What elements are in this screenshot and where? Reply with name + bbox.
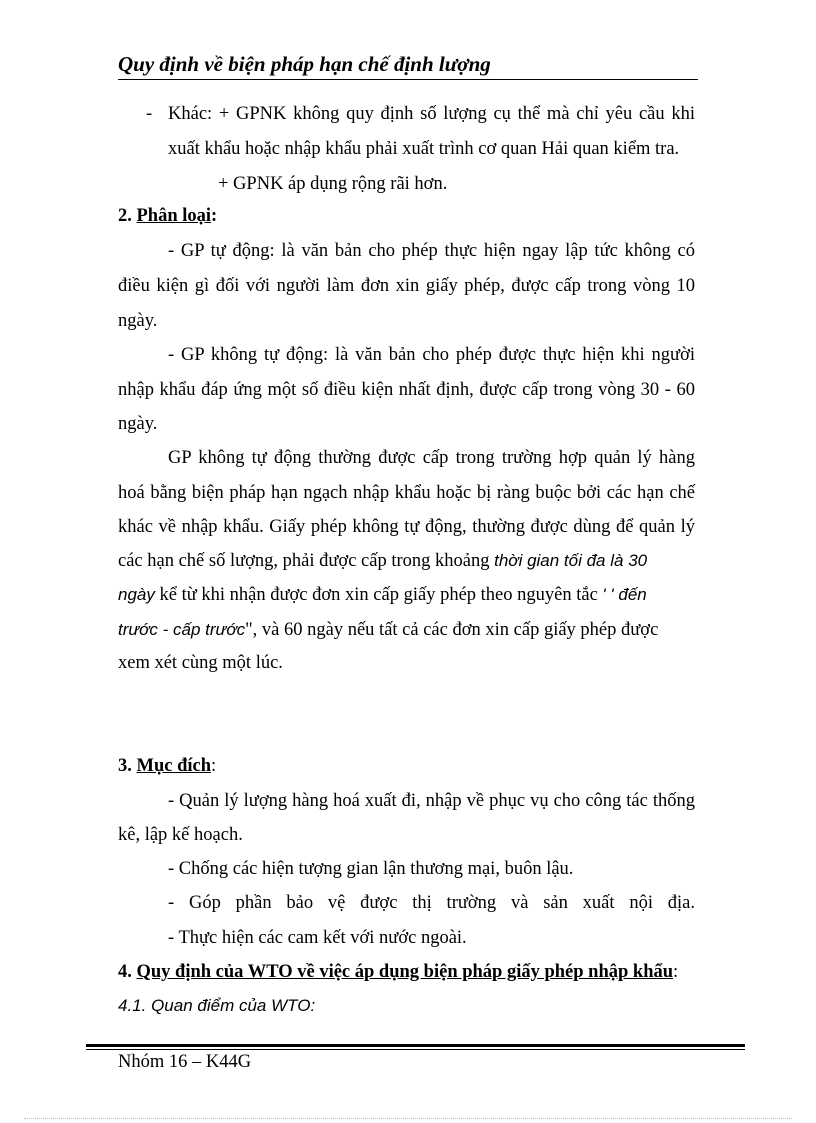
page-bottom-edge [24,1118,792,1119]
italic-phrase: ' ' đến [602,585,647,604]
body-text: kể từ khi nhận được đơn xin cấp giấy phép theo nguyên tắc [154,585,603,605]
body-line: xuất khẩu hoặc nhập khẩu phải xuất trình cơ quan Hải quan kiểm tra. [168,139,680,159]
section-colon: : [211,756,217,776]
header-rule [118,79,698,80]
footer-rule [86,1044,745,1047]
list-item: - Góp phần bảo vệ được thị trường và sản xuất nội địa. [168,893,695,913]
page-header-title: Quy định về biện pháp hạn chế định lượng [118,52,491,76]
body-line: nhập khẩu đáp ứng một số điều kiện nhất định, được cấp trong vòng 30 - 60 [118,380,695,400]
body-line: ngày. [118,311,158,331]
subsection-colon: : [310,996,316,1015]
body-line: xem xét cùng một lúc. [118,653,283,673]
list-item: - Chống các hiện tượng gian lận thương mại, buôn lậu. [168,859,574,879]
section-heading-wto-rules [118,962,678,983]
section-number: 3. [118,756,137,776]
bullet-dash: - [146,104,153,124]
body-line [118,620,658,641]
section-title: Quy định của WTO về việc áp dụng biện pháp giấy phép nhập khẩu [136,962,674,982]
section-colon: : [211,206,218,226]
body-line: - GP tự động: là văn bản cho phép thực hiện ngay lập tức không có [168,241,695,261]
body-line: + GPNK áp dụng rộng rãi hơn. [218,174,448,194]
body-line [118,551,647,572]
list-item: - Thực hiện các cam kết với nước ngoài. [168,928,467,948]
body-text: ", và 60 ngày nếu tất cả các đơn xin cấp giấy phép được [245,620,659,640]
body-line: điều kiện gì đối với người làm đơn xin giấy phép, được cấp trong vòng 10 [118,276,695,296]
section-title: Phân loại [136,206,212,226]
footer-rule [86,1049,745,1050]
page-footer-text: Nhóm 16 – K44G [118,1052,252,1072]
section-number: 4. [118,962,137,982]
body-line: kê, lập kế hoạch. [118,825,243,845]
body-text: các hạn chế số lượng, phải được cấp trong khoảng [118,551,495,571]
subsection-title: 4.1. Quan điểm của WTO [118,996,311,1015]
body-line: ngày. [118,414,158,434]
body-line: hoá bằng biện pháp hạn ngạch nhập khẩu hoặc bị ràng buộc bởi các hạn chế [118,483,695,503]
body-line: Khác: + GPNK không quy định số lượng cụ thể mà chỉ yêu cầu khi [168,104,695,124]
italic-phrase: ngày [118,585,155,604]
list-item: - Quản lý lượng hàng hoá xuất đi, nhập về phục vụ cho công tác thống [168,791,695,811]
italic-phrase: trước - cấp trước [118,620,246,639]
body-line [118,585,647,606]
section-heading-purpose [118,756,216,777]
body-line: khác về nhập khẩu. Giấy phép không tự động, thường được dùng để quản lý [118,517,695,537]
italic-phrase: thời gian tối đa là 30 [494,551,648,570]
section-colon: : [673,962,679,982]
subsection-heading [118,996,315,1017]
body-line: GP không tự động thường được cấp trong trường hợp quản lý hàng [168,448,695,468]
section-heading-classification [118,206,217,227]
section-number: 2. [118,206,137,226]
section-title: Mục đích [136,756,212,776]
body-line: - GP không tự động: là văn bản cho phép được thực hiện khi người [168,345,695,365]
